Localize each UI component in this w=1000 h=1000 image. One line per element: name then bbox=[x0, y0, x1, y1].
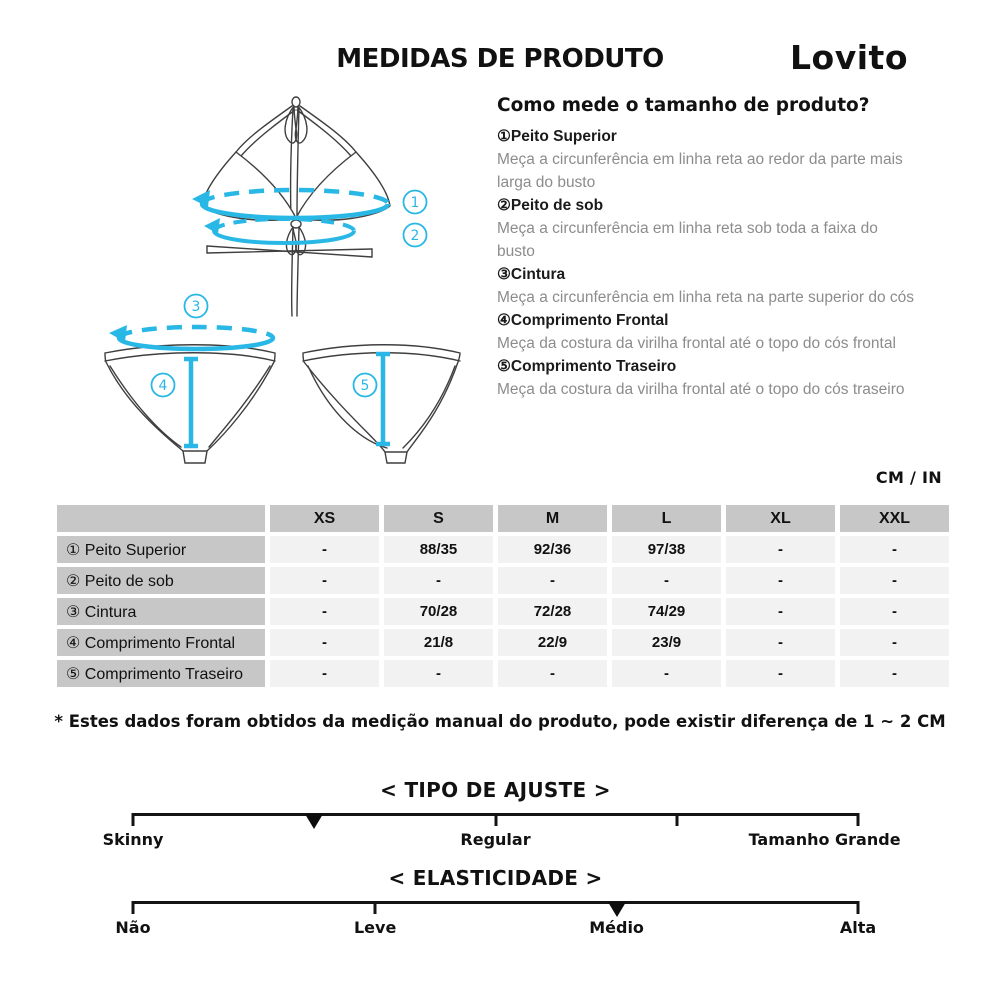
value-cell: - bbox=[270, 598, 379, 625]
scale-label: Alta bbox=[839, 918, 877, 937]
value-cell: - bbox=[726, 536, 835, 563]
fit-type-scale-title: < TIPO DE AJUSTE > bbox=[380, 778, 611, 802]
scale-tick bbox=[857, 813, 860, 826]
guide-item-label: Peito Superior bbox=[510, 128, 617, 145]
callout-2: 2 bbox=[410, 228, 420, 244]
scale-tick bbox=[675, 813, 678, 826]
row-label: ⑤ Comprimento Traseiro bbox=[57, 660, 265, 687]
measurement-diagram bbox=[100, 85, 470, 480]
guide-item-num: ① bbox=[497, 128, 511, 145]
value-cell: 74/29 bbox=[612, 598, 721, 625]
guide-item-num: ② bbox=[497, 197, 511, 214]
scale-tick bbox=[857, 901, 860, 914]
value-cell: - bbox=[270, 536, 379, 563]
value-cell: - bbox=[840, 536, 949, 563]
value-cell: - bbox=[384, 660, 493, 687]
scale-label: Skinny bbox=[102, 830, 164, 849]
value-cell: - bbox=[612, 660, 721, 687]
value-cell: - bbox=[498, 660, 607, 687]
value-cell: 23/9 bbox=[612, 629, 721, 656]
footnote: * Estes dados foram obtidos da medição manual do produto, pode existir diferença de 1 ~ 2 CM bbox=[54, 712, 946, 731]
scale-label: Tamanho Grande bbox=[748, 830, 901, 849]
value-cell: - bbox=[726, 598, 835, 625]
scale-tick bbox=[494, 813, 497, 826]
guide-item-desc: Meça a circunferência em linha reta sob toda a faixa do busto bbox=[497, 220, 878, 260]
value-cell: - bbox=[270, 660, 379, 687]
scale-tick bbox=[374, 901, 377, 914]
guide-item bbox=[497, 355, 943, 401]
guide-heading: Como mede o tamanho de produto? bbox=[497, 95, 870, 116]
guide-item-desc: Meça a circunferência em linha reta na parte superior do cós bbox=[497, 289, 914, 306]
value-cell: 72/28 bbox=[498, 598, 607, 625]
value-cell: - bbox=[840, 567, 949, 594]
row-label: ④ Comprimento Frontal bbox=[57, 629, 265, 656]
table-corner-cell bbox=[57, 505, 265, 532]
measure-guide bbox=[497, 95, 943, 401]
size-table bbox=[57, 505, 949, 687]
scale-label: Médio bbox=[589, 918, 644, 937]
scale-label: Leve bbox=[353, 918, 397, 937]
value-cell: 22/9 bbox=[498, 629, 607, 656]
guide-item bbox=[497, 194, 943, 263]
scale-marker bbox=[305, 814, 323, 829]
value-cell: 97/38 bbox=[612, 536, 721, 563]
page-title: MEDIDAS DE PRODUTO bbox=[336, 44, 664, 74]
scale-line bbox=[133, 813, 858, 816]
bikini-top-drawing bbox=[202, 97, 390, 316]
value-cell: - bbox=[726, 660, 835, 687]
row-label: ③ Cintura bbox=[57, 598, 265, 625]
guide-item-label: Comprimento Traseiro bbox=[510, 358, 677, 375]
callout-1: 1 bbox=[410, 195, 420, 211]
value-cell: - bbox=[726, 567, 835, 594]
guide-item-desc: Meça da costura da virilha frontal até o topo do cós traseiro bbox=[497, 381, 905, 398]
callout-3: 3 bbox=[191, 299, 201, 315]
guide-item-num: ④ bbox=[497, 312, 511, 329]
row-label: ② Peito de sob bbox=[57, 567, 265, 594]
guide-item-label: Peito de sob bbox=[510, 197, 604, 214]
value-cell: - bbox=[840, 660, 949, 687]
callout-5: 5 bbox=[360, 378, 370, 394]
value-cell: - bbox=[498, 567, 607, 594]
column-header: L bbox=[612, 505, 721, 532]
value-cell: - bbox=[612, 567, 721, 594]
elasticity-scale bbox=[115, 866, 877, 940]
value-cell: - bbox=[270, 567, 379, 594]
scale-label: Não bbox=[115, 918, 151, 937]
scale-marker bbox=[608, 902, 626, 917]
brand-logo: Lovito bbox=[790, 38, 908, 77]
guide-item-label: Cintura bbox=[510, 266, 566, 283]
value-cell: 21/8 bbox=[384, 629, 493, 656]
scale-tick bbox=[132, 901, 135, 914]
row-label: ① Peito Superior bbox=[57, 536, 265, 563]
guide-item bbox=[497, 263, 943, 309]
callout-4: 4 bbox=[158, 378, 168, 394]
guide-item-num: ⑤ bbox=[497, 358, 511, 375]
value-cell: - bbox=[384, 567, 493, 594]
column-header: M bbox=[498, 505, 607, 532]
scale-label: Regular bbox=[460, 830, 531, 849]
scale-line bbox=[133, 901, 858, 904]
value-cell: - bbox=[270, 629, 379, 656]
scale-tick bbox=[132, 813, 135, 826]
elasticity-scale-title: < ELASTICIDADE > bbox=[388, 866, 603, 890]
column-header: XL bbox=[726, 505, 835, 532]
value-cell: - bbox=[840, 598, 949, 625]
guide-item bbox=[497, 309, 943, 355]
guide-item-num: ③ bbox=[497, 266, 511, 283]
column-header: XXL bbox=[840, 505, 949, 532]
value-cell: - bbox=[840, 629, 949, 656]
guide-item-desc: Meça da costura da virilha frontal até o topo do cós frontal bbox=[497, 335, 896, 352]
value-cell: 92/36 bbox=[498, 536, 607, 563]
guide-item-desc: Meça a circunferência em linha reta ao redor da parte mais larga do busto bbox=[497, 151, 903, 191]
guide-item bbox=[497, 125, 943, 194]
fit-type-scale bbox=[102, 778, 901, 852]
guide-item-label: Comprimento Frontal bbox=[510, 312, 669, 329]
value-cell: 70/28 bbox=[384, 598, 493, 625]
unit-label: CM / IN bbox=[875, 468, 942, 487]
column-header: XS bbox=[270, 505, 379, 532]
value-cell: 88/35 bbox=[384, 536, 493, 563]
value-cell: - bbox=[726, 629, 835, 656]
column-header: S bbox=[384, 505, 493, 532]
